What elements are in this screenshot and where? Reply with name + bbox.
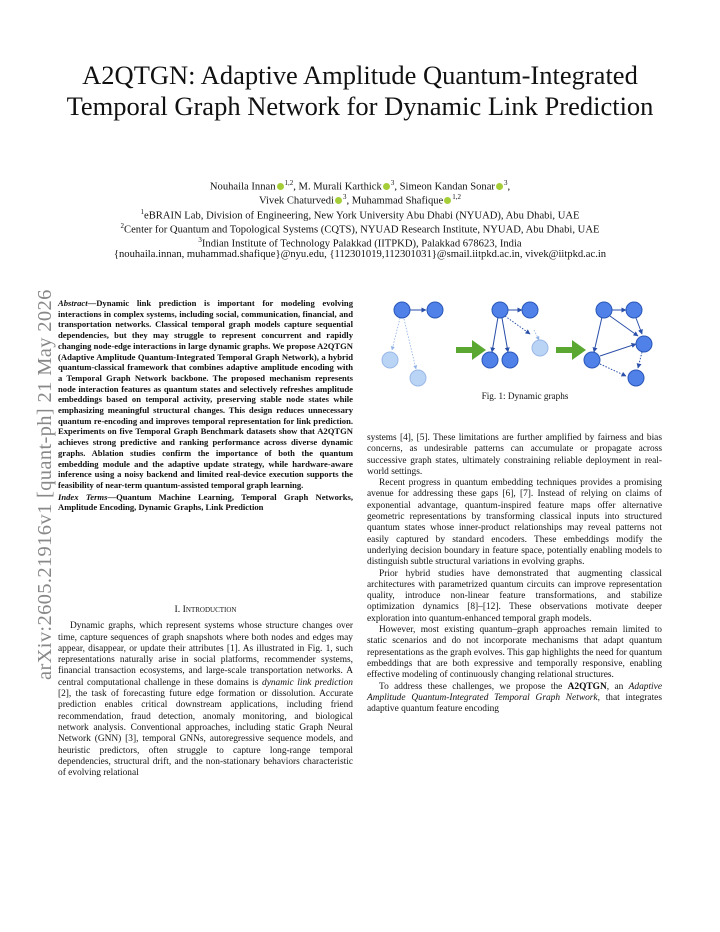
- intro-paragraph-3: Prior hybrid studies have demonstrated that augmenting classical architectures with parametrized quantum circuits can improve representation quality, introduce non-linear feature transformations, and stabilize optimization dynamics [8]–[12]. These observations motivate deeper exploration into quantum-enhanced temporal graph models.: [367, 568, 662, 624]
- author-name: Vivek Chaturvedi: [258, 195, 334, 207]
- graph-node: [628, 370, 644, 386]
- intro-paragraph-2: Recent progress in quantum embedding techniques provides a promising avenue for addressing these gaps [6], [7]. Instead of relying on claims of exponential advantage, quantum-inspired feature maps offer alternative geometric representations by transforming classical inputs into structured quantum states whose inner-product relationships may reveal patterns not easily captured by standard encoders. These embeddings modify the underlying decision boundary in feature space, potentially enabling models to distinguish subtle structural variations in evolving graphs.: [367, 478, 662, 568]
- affiliation-mark: 1,2: [284, 179, 294, 187]
- arxiv-sidebar-stamp: [4, 240, 56, 680]
- paper-title: A2QTGN: Adaptive Amplitude Quantum-Integrated Temporal Graph Network for Dynamic Link Prediction: [66, 60, 654, 121]
- affiliation-1: $^1$eBRAIN Lab, Division of Engineering, New York University Abu Dhabi (NYUAD), Abu Dhabi, UAE: [140, 208, 580, 222]
- author-line-2: Vivek Chaturvedi $^3$, Muhammad Shafique $^{1,2}$: [258, 193, 462, 207]
- graph-snapshot-2: [482, 302, 548, 368]
- author-name: Muhammad Shafique: [351, 195, 444, 207]
- orcid-icon[interactable]: [277, 183, 284, 190]
- graph-node: [522, 302, 538, 318]
- dynamic-graphs-figure: [380, 292, 670, 404]
- arxiv-identifier: arXiv:2605.21916v1 [quant-ph] 21 May 2026: [34, 289, 56, 680]
- intro-paragraph-continued: systems [4], [5]. These limitations are further amplified by fairness and bias concerns, as undesirable patterns can accumulate or propagate across successive graph states, ultimately constraining reliable deployment in real-world settings.: [367, 433, 662, 477]
- graph-node: [482, 352, 498, 368]
- affiliation-mark: 3: [342, 193, 347, 201]
- transition-arrow-icon: [456, 340, 486, 360]
- section-heading-introduction: I. Introduction: [174, 604, 237, 615]
- abstract-text: Dynamic link prediction is important for modeling evolving interactions in complex systems, including social, communication, financial, and transportation networks. Classical temporal graph models capture sequential dependencies, but they may struggle to represent concurrent and rapidly changing node-edge interactions in large dynamic graphs. We propose A2QTGN (Adaptive Amplitude Quantum-Integrated Temporal Graph Network), a hybrid quantum-classical framework that combines adaptive amplitude encoding with a Temporal Graph Network backbone. The proposed mechanism represents node interaction features as quantum states and selectively refreshes amplitude embeddings based on temporal activity, preserving stable node states while emphasizing meaningful structural changes. This design reduces unnecessary quantum re-encoding and improves temporal representation for link prediction. Experiments on five Temporal Graph Benchmark datasets show that A2QTGN achieves strong predictive and ranking performance across diverse dynamic graphs. Ablation studies confirm the importance of both the quantum embedding module and the adaptive update strategy, while hardware-aware inference using a noisy backend and limited real-device execution supports the feasibility of near-term quantum-assisted temporal graph learning.: [58, 298, 353, 490]
- abstract-label: Abstract—: [58, 298, 97, 308]
- intro-paragraph-5: To address these challenges, we propose the A2QTGN, an Adaptive Amplitude Quantum-Integrated Temporal Graph Network, that integrates adaptive quantum feature encoding: [367, 681, 662, 715]
- index-terms-text: —Quantum Machine Learning, Temporal Graph Networks, Amplitude Encoding, Dynamic Graphs, Link Prediction: [58, 491, 354, 513]
- graph-node: [502, 352, 518, 368]
- graph-node: [636, 336, 652, 352]
- affiliation-2: $^2$Center for Quantum and Topological Systems (CQTS), NYUAD Research Institute, NYUAD, Abu Dhabi, UAE: [120, 222, 600, 236]
- author-line-1: Nouhaila Innan $^{1,2}$, M. Murali Karthick $^3$, Simeon Kandan Sonar $^3$,: [209, 179, 511, 193]
- author-name: Nouhaila Innan: [209, 181, 276, 193]
- graph-node: [427, 302, 443, 318]
- affiliation-mark: 3: [390, 179, 395, 187]
- graph-node: [596, 302, 612, 318]
- affiliation-3: $^3$Indian Institute of Technology Palakkad (IITPKD), Palakkad 678623, India: [198, 236, 522, 250]
- graph-node: [382, 352, 398, 368]
- intro-left-column: [58, 592, 353, 779]
- graph-snapshot-1: [382, 302, 443, 386]
- author-name: M. Murali Karthick: [298, 181, 382, 193]
- graph-node: [410, 370, 426, 386]
- orcid-icon[interactable]: [444, 197, 451, 204]
- graph-snapshot-3: [584, 302, 652, 386]
- author-name: Simeon Kandan Sonar: [399, 181, 495, 193]
- index-terms-label: Index Terms: [58, 491, 108, 502]
- intro-paragraph-4: However, most existing quantum–graph approaches remain limited to static scenarios and do not incorporate mechanisms that adapt quantum representations as the graph evolves. This gap highlights the need for quantum embeddings that are both expressive and temporally responsive, enabling effective modeling of continuously changing relational structures.: [367, 625, 662, 681]
- graph-node: [532, 340, 548, 356]
- graph-node: [492, 302, 508, 318]
- graph-node: [626, 302, 642, 318]
- graph-node: [584, 352, 600, 368]
- abstract: [58, 298, 353, 513]
- intro-right-column: [367, 433, 662, 715]
- intro-paragraph-1: Dynamic graphs, which represent systems whose structure changes over time, capture sequences of graph snapshots where both nodes and edges may appear, disappear, or update their attributes [1]. As illustrated in Fig. 1, such representations naturally arise in social platforms, recommender systems, financial transaction ecosystems, and large-scale transportation networks. A central computational challenge in these domains is dynamic link prediction [2], the task of forecasting future edge formation or dissolution. Accurate prediction enables critical downstream applications, including friend recommendation, fraud detection, anomaly monitoring, and biological network analysis. Conventional approaches, including static Graph Neural Network (GNN) [3], temporal GNNs, autoregressive sequence models, and heuristic predictors, often struggle to capture long-range temporal dependencies, structural drift, and the non-stationary behaviors characteristic of evolving relational: [58, 621, 353, 779]
- affiliation-mark: 1,2: [452, 193, 462, 201]
- orcid-icon[interactable]: [496, 183, 503, 190]
- author-emails: {nouhaila.innan, muhammad.shafique}@nyu.edu, {112301019,112301031}@smail.iitpkd.ac.in, vivek@iitpkd.ac.in: [113, 249, 607, 260]
- transition-arrow-icon: [556, 340, 586, 360]
- graph-node: [394, 302, 410, 318]
- orcid-icon[interactable]: [383, 183, 390, 190]
- figure-caption: Fig. 1: Dynamic graphs: [481, 391, 569, 401]
- affiliation-mark: 3: [503, 179, 508, 187]
- orcid-icon[interactable]: [335, 197, 342, 204]
